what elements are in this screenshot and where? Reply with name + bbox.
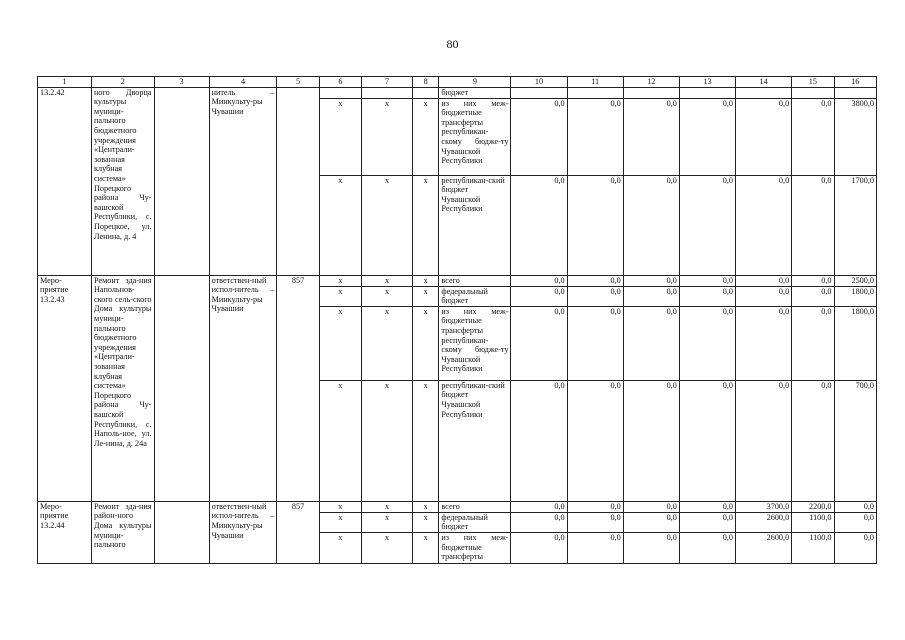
grbs-cell: 857	[277, 275, 319, 501]
value-cell	[679, 87, 735, 98]
measure-name: Ремонт зда-ния Напольнов-ского сель-ского Дома культуры муници-пального бюджетного учреждения «Централи-зованная клубная система» Порецкого района Чу-вашской Республики, с. Наполь-ное, ул. Ле-нина, д. 24а	[92, 275, 155, 501]
executor-cell: ответствен-ный испол-нитель – Минкульту-ры Чувашии	[209, 501, 277, 563]
cell-c6: х	[319, 532, 361, 563]
header-cell: 13	[679, 77, 735, 88]
value-cell: 0,0	[679, 532, 735, 563]
value-cell: 0,0	[511, 275, 567, 286]
value-cell: 0,0	[623, 275, 679, 286]
value-cell: 0,0	[623, 512, 679, 532]
cell-c8: х	[412, 98, 438, 175]
header-cell: 5	[277, 77, 319, 88]
cell-c6: х	[319, 306, 361, 380]
header-cell: 2	[92, 77, 155, 88]
value-cell: 0,0	[567, 306, 623, 380]
table-row	[38, 501, 877, 512]
measure-code: 13.2.42	[38, 87, 92, 275]
value-cell: 0,0	[623, 175, 679, 275]
cell-c7: х	[362, 275, 413, 286]
value-cell: 0,0	[511, 286, 567, 306]
funding-source: республикан-ский бюджет Чувашской Республики	[439, 380, 511, 501]
value-cell: 3700,0	[736, 501, 792, 512]
funding-source: из них меж-бюджетные трансферты республикан-скому бюдже-ту Чувашской Республики	[439, 98, 511, 175]
header-cell: 12	[623, 77, 679, 88]
cell-c8: х	[412, 501, 438, 512]
header-cell: 16	[834, 77, 876, 88]
value-cell: 0,0	[736, 306, 792, 380]
value-cell: 1100,0	[792, 512, 834, 532]
header-cell: 6	[319, 77, 361, 88]
value-cell: 0,0	[792, 275, 834, 286]
value-cell: 0,0	[792, 286, 834, 306]
cell-c8: х	[412, 532, 438, 563]
cell-c6: х	[319, 175, 361, 275]
value-cell: 2200,0	[792, 501, 834, 512]
value-cell: 0,0	[792, 306, 834, 380]
cell-c8: х	[412, 512, 438, 532]
cell-c8: х	[412, 286, 438, 306]
table-header-row	[38, 77, 877, 88]
value-cell: 0,0	[567, 175, 623, 275]
value-cell: 0,0	[792, 175, 834, 275]
value-cell: 0,0	[736, 98, 792, 175]
empty-cell	[154, 87, 209, 275]
value-cell: 0,0	[623, 98, 679, 175]
value-cell: 2600,0	[736, 532, 792, 563]
value-cell: 0,0	[567, 275, 623, 286]
header-cell: 3	[154, 77, 209, 88]
funding-source: всего	[439, 501, 511, 512]
value-cell: 0,0	[511, 175, 567, 275]
cell-c7: х	[362, 286, 413, 306]
value-cell: 2500,0	[834, 275, 876, 286]
cell-c8: х	[412, 306, 438, 380]
value-cell	[511, 87, 567, 98]
value-cell: 0,0	[679, 275, 735, 286]
value-cell: 0,0	[623, 286, 679, 306]
value-cell: 0,0	[679, 98, 735, 175]
table-row	[38, 87, 877, 98]
value-cell: 0,0	[567, 532, 623, 563]
measure-name: Ремонт зда-ния район-ного Дома культуры муници-пального	[92, 501, 155, 563]
cell-c8: х	[412, 175, 438, 275]
header-cell: 4	[209, 77, 277, 88]
value-cell: 3800,0	[834, 98, 876, 175]
executor-cell: ответствен-ный испол-нитель – Минкульту-ры Чувашии	[209, 275, 277, 501]
value-cell: 0,0	[792, 98, 834, 175]
value-cell: 0,0	[623, 532, 679, 563]
cell-c8: х	[412, 380, 438, 501]
value-cell: 0,0	[792, 380, 834, 501]
value-cell: 2600,0	[736, 512, 792, 532]
value-cell: 0,0	[567, 98, 623, 175]
value-cell	[834, 87, 876, 98]
funding-source: республикан-ский бюджет Чувашской Республики	[439, 175, 511, 275]
value-cell: 0,0	[623, 306, 679, 380]
cell-c6: х	[319, 380, 361, 501]
value-cell: 0,0	[623, 501, 679, 512]
cell-c7: х	[362, 501, 413, 512]
cell-c8: х	[412, 275, 438, 286]
empty-cell	[154, 275, 209, 501]
value-cell: 0,0	[679, 286, 735, 306]
value-cell: 0,0	[511, 306, 567, 380]
header-cell: 11	[567, 77, 623, 88]
measure-code: Меро-приятие 13.2.43	[38, 275, 92, 501]
value-cell: 0,0	[511, 98, 567, 175]
header-cell: 9	[439, 77, 511, 88]
value-cell: 0,0	[567, 501, 623, 512]
value-cell: 0,0	[834, 532, 876, 563]
empty-cell	[154, 501, 209, 563]
value-cell: 0,0	[567, 380, 623, 501]
value-cell: 0,0	[736, 286, 792, 306]
value-cell	[736, 87, 792, 98]
value-cell: 0,0	[679, 380, 735, 501]
funding-source: из них меж-бюджетные трансферты	[439, 532, 511, 563]
funding-source: федеральный бюджет	[439, 286, 511, 306]
funding-source: бюджет	[439, 87, 511, 98]
funding-source: из них меж-бюджетные трансферты республикан-скому бюдже-ту Чувашской Республики	[439, 306, 511, 380]
cell-c7	[362, 87, 413, 98]
value-cell: 1800,0	[834, 306, 876, 380]
header-cell: 14	[736, 77, 792, 88]
value-cell: 0,0	[679, 175, 735, 275]
value-cell: 0,0	[567, 512, 623, 532]
value-cell: 0,0	[736, 275, 792, 286]
header-cell: 15	[792, 77, 834, 88]
cell-c6	[319, 87, 361, 98]
cell-c6: х	[319, 275, 361, 286]
value-cell: 700,0	[834, 380, 876, 501]
measure-code: Меро-приятие 13.2.44	[38, 501, 92, 563]
value-cell: 0,0	[511, 380, 567, 501]
funding-source: федеральный бюджет	[439, 512, 511, 532]
value-cell: 1800,0	[834, 286, 876, 306]
header-cell: 8	[412, 77, 438, 88]
value-cell: 0,0	[511, 512, 567, 532]
measure-name: ного Дворца культуры муници-пального бюджетного учреждения «Централи-зованная клубная система» Порецкого района Чу-вашской Республики, с. Порецкое, ул. Ленина, д. 4	[92, 87, 155, 275]
page-number: 80	[446, 37, 459, 51]
value-cell: 1700,0	[834, 175, 876, 275]
value-cell: 0,0	[736, 175, 792, 275]
value-cell	[792, 87, 834, 98]
cell-c6: х	[319, 98, 361, 175]
funding-source: всего	[439, 275, 511, 286]
cell-c6: х	[319, 286, 361, 306]
grbs-cell: 857	[277, 501, 319, 563]
executor-cell: нитель – Минкульту-ры Чувашии	[209, 87, 277, 275]
value-cell: 0,0	[834, 512, 876, 532]
value-cell: 0,0	[679, 512, 735, 532]
table-row	[38, 275, 877, 286]
value-cell: 0,0	[834, 501, 876, 512]
value-cell: 0,0	[623, 380, 679, 501]
value-cell	[567, 87, 623, 98]
cell-c6: х	[319, 512, 361, 532]
value-cell: 0,0	[679, 306, 735, 380]
header-cell: 7	[362, 77, 413, 88]
grbs-cell	[277, 87, 319, 275]
cell-c7: х	[362, 380, 413, 501]
cell-c7: х	[362, 98, 413, 175]
value-cell: 0,0	[511, 532, 567, 563]
value-cell: 0,0	[679, 501, 735, 512]
cell-c7: х	[362, 532, 413, 563]
header-cell: 10	[511, 77, 567, 88]
value-cell: 1100,0	[792, 532, 834, 563]
cell-c7: х	[362, 512, 413, 532]
value-cell: 0,0	[736, 380, 792, 501]
cell-c7: х	[362, 306, 413, 380]
header-cell: 1	[38, 77, 92, 88]
cell-c7: х	[362, 175, 413, 275]
value-cell	[623, 87, 679, 98]
cell-c8	[412, 87, 438, 98]
value-cell: 0,0	[511, 501, 567, 512]
budget-table	[37, 76, 877, 564]
value-cell: 0,0	[567, 286, 623, 306]
cell-c6: х	[319, 501, 361, 512]
